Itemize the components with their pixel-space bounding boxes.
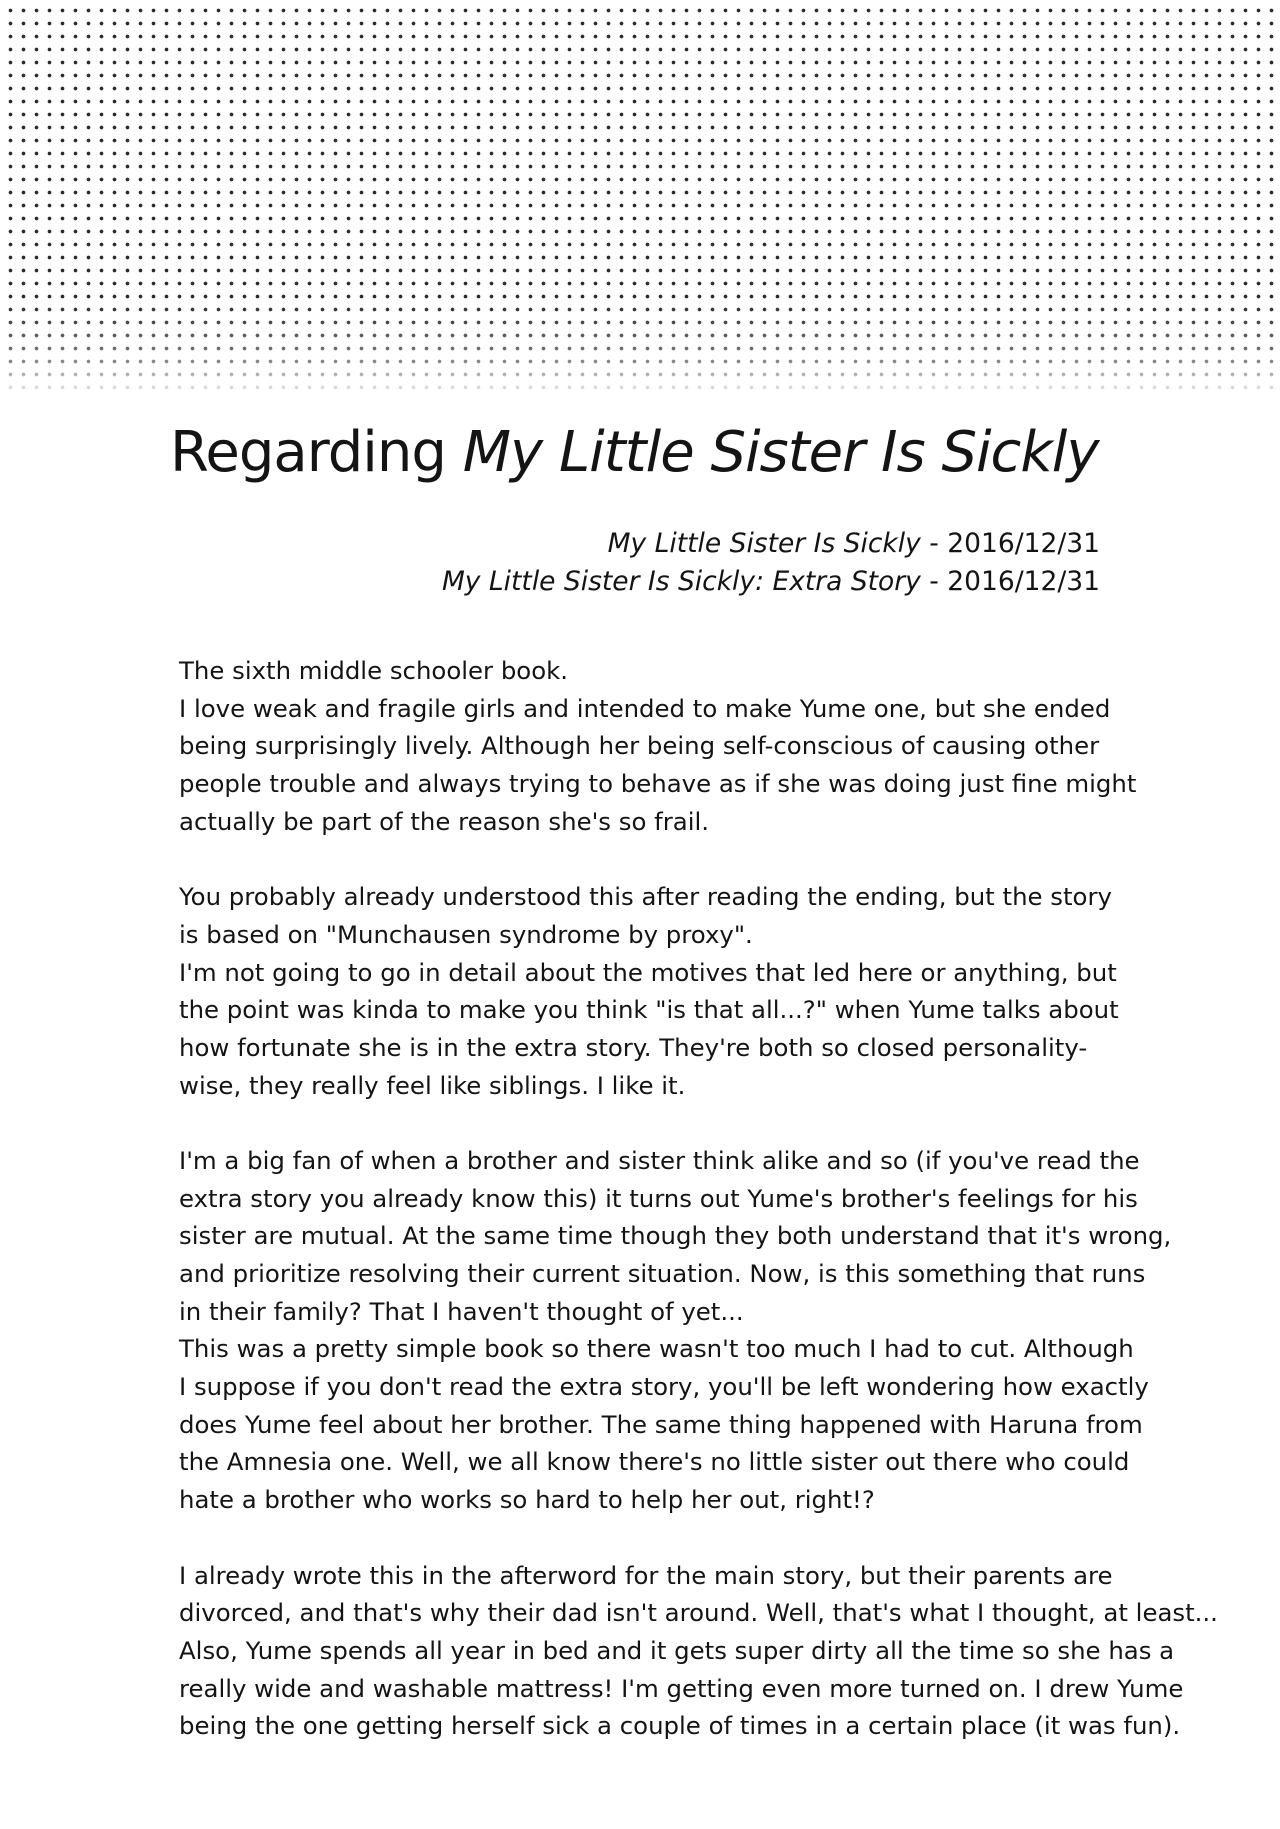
text-line: being surprisingly lively. Although her being self-conscious of causing other — [179, 731, 1100, 761]
release-separator: - — [920, 566, 948, 597]
text-line: being the one getting herself sick a couple of times in a certain place (it was fun). — [179, 1711, 1181, 1741]
release-separator: - — [920, 528, 948, 559]
text-line: does Yume feel about her brother. The same thing happened with Haruna from — [179, 1409, 1143, 1439]
release-line — [442, 563, 1100, 601]
title-work-name: My Little Sister Is Sickly — [462, 420, 1099, 485]
text-line: I'm a big fan of when a brother and sister think alike and so (if you've read the — [179, 1145, 1140, 1175]
halftone-fade — [0, 300, 1280, 400]
text-line: the point was kinda to make you think "is that all...?" when Yume talks about — [179, 995, 1119, 1025]
text-line: I suppose if you don't read the extra story, you'll be left wondering how exactly — [179, 1372, 1149, 1402]
paragraph — [179, 652, 1139, 840]
paragraph-gap — [179, 1519, 1139, 1557]
text-line: extra story you already know this) it turns out Yume's brother's feelings for his — [179, 1183, 1138, 1213]
text-line: the Amnesia one. Well, we all know there's no little sister out there who could — [179, 1447, 1130, 1477]
text-line: sister are mutual. At the same time though they both understand that it's wrong, — [179, 1221, 1172, 1251]
text-line: I already wrote this in the afterword for the main story, but their parents are — [179, 1560, 1113, 1590]
release-dates — [442, 525, 1100, 601]
text-line: divorced, and that's why their dad isn't around. Well, that's what I thought, at least... — [179, 1598, 1218, 1628]
text-line: hate a brother who works so hard to help her out, right!? — [179, 1485, 875, 1515]
paragraph — [179, 1142, 1172, 1519]
text-line: and prioritize resolving their current situation. Now, is this something that runs — [179, 1259, 1146, 1288]
release-date: 2016/12/31 — [947, 566, 1100, 597]
paragraph — [179, 878, 1139, 1104]
release-line — [442, 525, 1100, 563]
paragraph — [179, 1557, 1218, 1745]
text-line: I'm not going to go in detail about the motives that led here or anything, but — [179, 957, 1117, 987]
text-line: how fortunate she is in the extra story. They're both so closed personality- — [179, 1032, 1088, 1062]
text-line: really wide and washable mattress! I'm getting even more turned on. I drew Yume — [179, 1673, 1184, 1703]
text-line: actually be part of the reason she's so frail. — [179, 806, 709, 836]
paragraph-gap — [179, 840, 1139, 878]
text-line: I love weak and fragile girls and intended to make Yume one, but she ended — [179, 693, 1111, 723]
text-line: Also, Yume spends all year in bed and it gets super dirty all the time so she has a — [179, 1635, 1175, 1665]
page-title — [170, 418, 1130, 488]
text-line: people trouble and always trying to behave as if she was doing just fine might — [179, 769, 1137, 799]
release-title: My Little Sister Is Sickly: Extra Story — [441, 566, 921, 597]
text-line: in their family? That I haven't thought of yet... — [179, 1296, 744, 1326]
text-line: You probably already understood this after reading the ending, but the story — [179, 882, 1112, 912]
afterword-body — [179, 652, 1218, 1745]
text-line: is based on "Munchausen syndrome by proxy". — [179, 919, 753, 949]
text-line: This was a pretty simple book so there wasn't too much I had to cut. Although — [179, 1334, 1134, 1364]
text-line: wise, they really feel like siblings. I like it. — [179, 1070, 686, 1100]
release-date: 2016/12/31 — [947, 528, 1100, 559]
text-line: The sixth middle schooler book. — [179, 656, 569, 685]
release-title: My Little Sister Is Sickly — [607, 528, 921, 559]
paragraph-gap — [179, 1104, 1139, 1142]
title-prefix: Regarding — [170, 420, 463, 485]
